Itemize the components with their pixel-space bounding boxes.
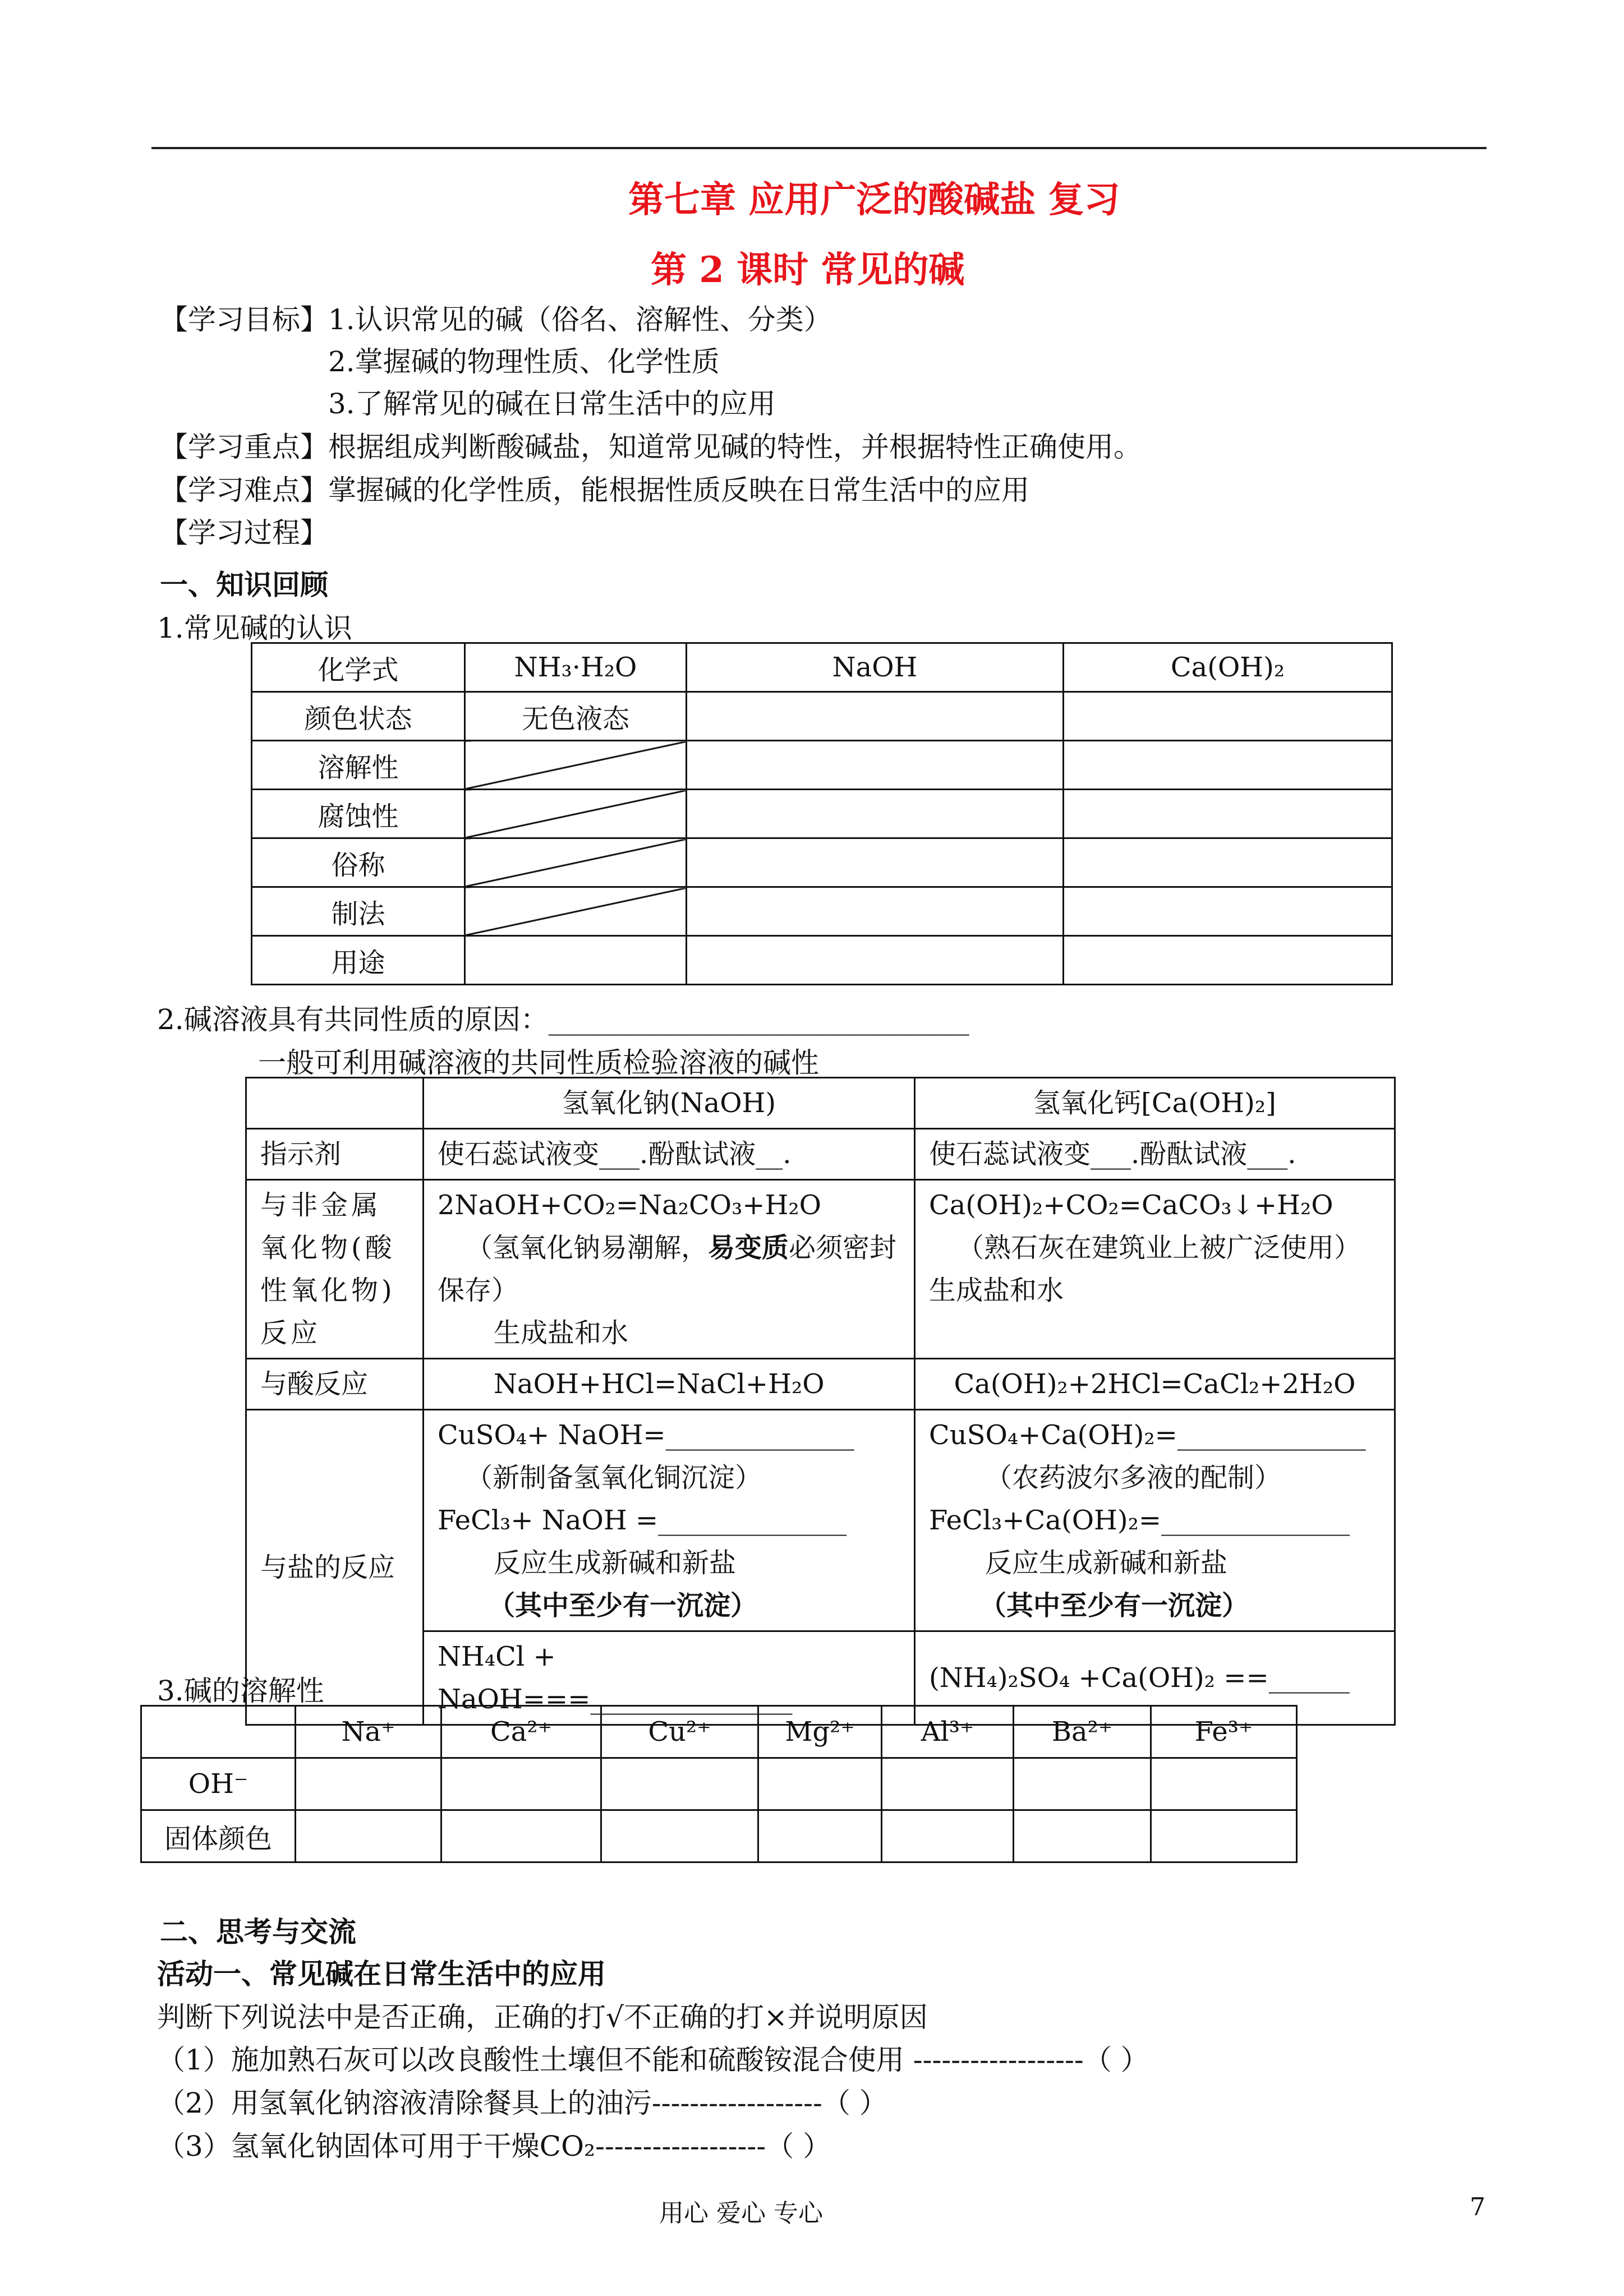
question-3[interactable]: （3）氢氧化钠固体可用于干燥CO₂------------------（ ） [157,2130,831,2163]
blank-cell[interactable] [441,1810,601,1862]
naoh-salt-precipitate: （其中至少有一沉淀） [488,1590,758,1621]
blank-cell[interactable] [687,790,1064,838]
caoh-salt-eq1[interactable]: CuSO₄+Ca(OH)₂=______________ [929,1419,1366,1451]
caoh-oxide-equation: Ca(OH)₂+CO₂=CaCO₃↓+H₂O [929,1190,1333,1221]
naoh-indicator[interactable]: 使石蕊试液变___.酚酞试液__. [424,1129,915,1180]
caoh-salt-cell [915,1410,1395,1631]
blank-cell[interactable] [882,1758,1014,1810]
blank-cell[interactable] [758,1810,882,1862]
blank-corner [246,1078,424,1129]
goal-2: 2.掌握碱的物理性质、化学性质 [328,345,720,378]
blank-cell[interactable] [1014,1758,1151,1810]
instruction: 判断下列说法中是否正确，正确的打√不正确的打×并说明原因 [157,2001,928,2034]
process-label: 【学习过程】 [160,517,328,549]
footer-motto: 用心 爱心 专心 [659,2199,823,2228]
header-naoh: NaOH [687,643,1064,692]
naoh-salt-eq1[interactable]: CuSO₄+ NaOH=______________ [438,1419,854,1451]
crossed-cell [465,741,687,790]
question-1[interactable]: （1）施加熟石灰可以改良酸性土壤但不能和硫酸铵混合使用 ------------------（ ） [157,2044,1149,2076]
header-caoh: Ca(OH)₂ [1064,643,1392,692]
caoh-indicator[interactable]: 使石蕊试液变___.酚酞试液___. [915,1129,1395,1180]
blank-cell[interactable] [1064,838,1392,887]
row-label: 颜色状态 [252,692,465,741]
subsection-1: 1.常见碱的认识 [157,612,352,644]
blank-cell[interactable] [1064,936,1392,985]
caoh-acid-equation: Ca(OH)₂+2HCl=CaCl₂+2H₂O [915,1359,1395,1410]
caoh-salt-result: 反应生成新碱和新盐 [985,1547,1228,1579]
header-rule [151,147,1487,149]
page-number: 7 [1470,2193,1485,2221]
row-label: 俗称 [252,838,465,887]
row-label-hydroxide: OH⁻ [141,1758,296,1810]
row-label: 用途 [252,936,465,985]
naoh-salt-note1: （新制备氢氧化铜沉淀） [466,1462,762,1493]
naoh-oxide-note: （氢氧化钠易潮解，易变质必须密封 [466,1232,897,1264]
blank-cell[interactable] [1064,790,1392,838]
blank-cell[interactable] [1014,1810,1151,1862]
header-caoh: 氢氧化钙[Ca(OH)₂] [915,1078,1395,1129]
row-label-oxide: 与非金属氧化物(酸性氧化物)反应 [246,1180,424,1359]
question-2[interactable]: （2）用氢氧化钠溶液清除餐具上的油污------------------（ ） [157,2087,887,2119]
difficulty: 【学习难点】掌握碱的化学性质，能根据性质反映在日常生活中的应用 [160,474,1029,506]
blank-cell[interactable] [687,936,1064,985]
key-point: 【学习重点】根据组成判断酸碱盐，知道常见碱的特性，并根据特性正确使用。 [160,431,1142,463]
caoh-salt-note1: （农药波尔多液的配制） [985,1462,1282,1493]
naoh-acid-equation: NaOH+HCl=NaCl+H₂O [424,1359,915,1410]
caoh-salt-eq2[interactable]: FeCl₃+Ca(OH)₂=______________ [929,1505,1350,1536]
ion-header: Al³⁺ [882,1706,1014,1758]
blank-corner [141,1706,296,1758]
naoh-salt-eq2[interactable]: FeCl₃+ NaOH =______________ [438,1505,847,1536]
naoh-salt-cell [424,1410,915,1631]
ion-header: Ca²⁺ [441,1706,601,1758]
caoh-ammonium-equation[interactable]: (NH₄)₂SO₄ +Ca(OH)₂ ==______ [915,1631,1395,1725]
blank-cell[interactable] [465,936,687,985]
blank-cell[interactable] [1151,1758,1297,1810]
blank-cell[interactable] [1064,887,1392,936]
row-label: 腐蚀性 [252,790,465,838]
blank-cell[interactable] [687,887,1064,936]
base-properties-table [245,1077,1396,1726]
blank-cell[interactable] [758,1758,882,1810]
goal-label: 【学习目标】 [160,303,328,336]
header-nh3: NH₃·H₂O [465,643,687,692]
caoh-oxide-cell [915,1180,1395,1359]
row-label: 溶解性 [252,741,465,790]
blank-cell[interactable] [687,838,1064,887]
base-overview-table [251,642,1393,985]
naoh-oxide-cell [424,1180,915,1359]
caoh-salt-precipitate: （其中至少有一沉淀） [979,1590,1249,1621]
blank-cell[interactable] [296,1758,441,1810]
caoh-oxide-note: （熟石灰在建筑业上被广泛使用） [957,1232,1361,1264]
title-line-1: 第七章 应用广泛的酸碱盐 复习 [628,179,1120,221]
activity-heading: 活动一、常见碱在日常生活中的应用 [157,1957,606,1990]
blank-cell[interactable] [687,741,1064,790]
naoh-oxide-equation: 2NaOH+CO₂=Na₂CO₃+H₂O [438,1190,821,1221]
nh3-color-cell: 无色液态 [465,692,687,741]
row-label-indicator: 指示剂 [246,1129,424,1180]
blank-cell[interactable] [601,1758,758,1810]
row-label: 制法 [252,887,465,936]
header-formula: 化学式 [252,643,465,692]
ion-header: Ba²⁺ [1014,1706,1151,1758]
title-line-2: 第 2 课时 常见的碱 [651,249,965,291]
blank-cell[interactable] [1064,741,1392,790]
naoh-oxide-result: 生成盐和水 [494,1317,629,1349]
blank-cell[interactable] [1151,1810,1297,1862]
crossed-cell [465,838,687,887]
blank-cell[interactable] [296,1810,441,1862]
goal-1: 1.认识常见的碱（俗名、溶解性、分类） [328,303,832,336]
subsection-2: 2.碱溶液具有共同性质的原因：______________________________ [157,1003,969,1036]
blank-cell[interactable] [601,1810,758,1862]
subsection-3: 3.碱的溶解性 [157,1675,324,1707]
caoh-oxide-result: 生成盐和水 [929,1275,1064,1306]
solubility-table [140,1705,1298,1863]
section-1-heading: 一、知识回顾 [160,568,328,601]
blank-cell[interactable] [1064,692,1392,741]
ion-header: Cu²⁺ [601,1706,758,1758]
header-naoh: 氢氧化钠(NaOH) [424,1078,915,1129]
blank-cell[interactable] [882,1810,1014,1862]
blank-cell[interactable] [441,1758,601,1810]
subsection-2-note: 一般可利用碱溶液的共同性质检验溶液的碱性 [258,1046,819,1079]
naoh-ammonium-equation[interactable]: NH₄Cl + NaOH===_______________ [424,1631,915,1725]
row-label-solid-color: 固体颜色 [141,1810,296,1862]
ion-header: Na⁺ [296,1706,441,1758]
crossed-cell [465,887,687,936]
crossed-cell [465,790,687,838]
naoh-oxide-note-end: 保存） [438,1275,519,1306]
section-2-heading: 二、思考与交流 [160,1915,356,1948]
row-label-acid: 与酸反应 [246,1359,424,1410]
row-label-salt: 与盐的反应 [246,1410,424,1725]
ion-header: Mg²⁺ [758,1706,882,1758]
ion-header: Fe³⁺ [1151,1706,1297,1758]
naoh-salt-result: 反应生成新碱和新盐 [494,1547,737,1579]
goal-3: 3.了解常见的碱在日常生活中的应用 [328,388,776,420]
blank-cell[interactable] [687,692,1064,741]
